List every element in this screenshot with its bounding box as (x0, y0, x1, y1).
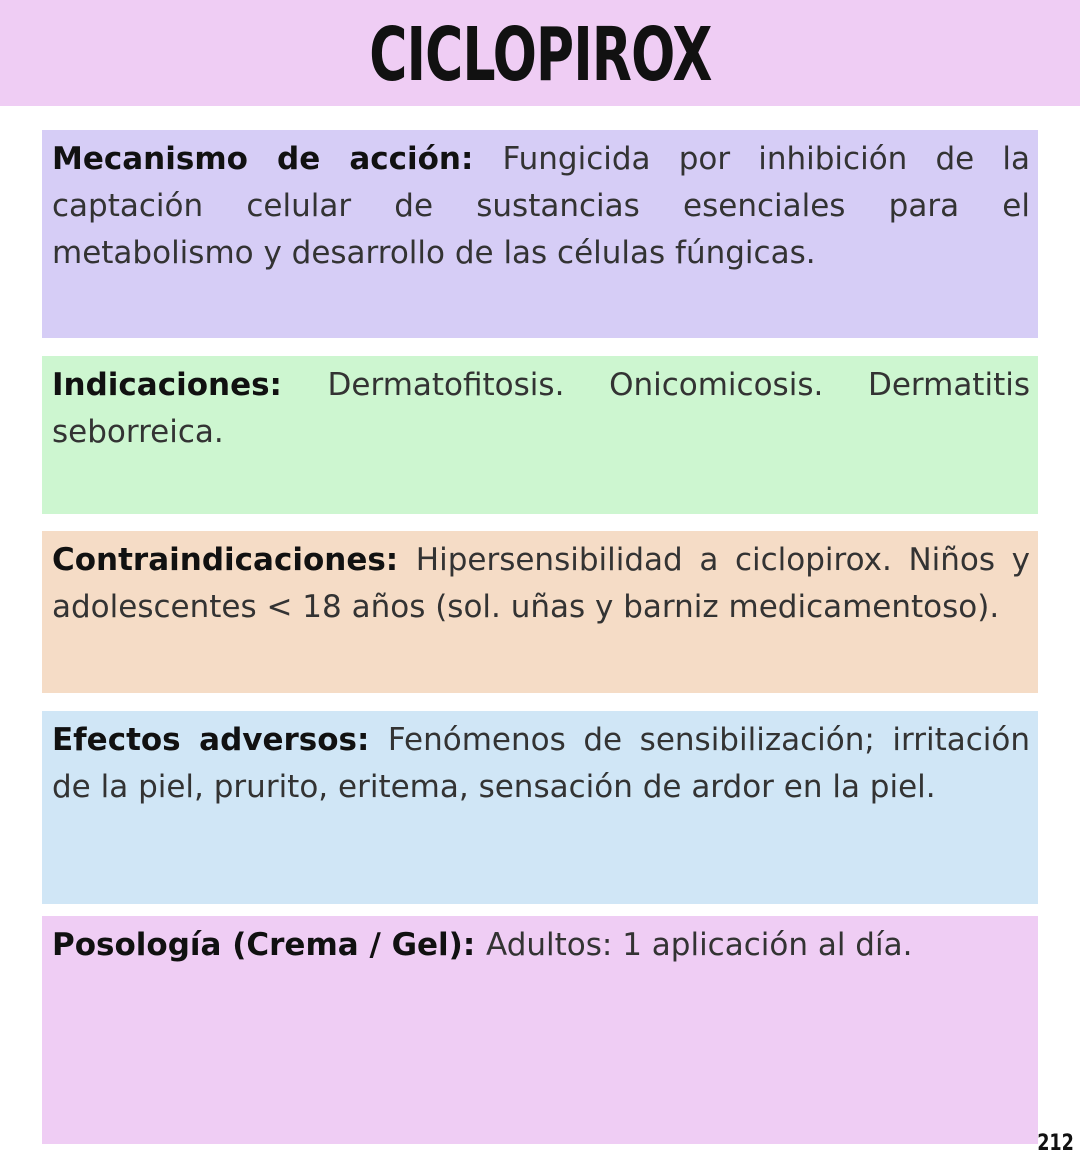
section-label: Indicaciones: (52, 367, 328, 403)
section-label: Contraindicaciones: (52, 542, 416, 578)
section-efectos-adversos (42, 711, 1038, 904)
section-mecanismo (42, 130, 1038, 338)
section-text: Dermatofitosis. Onicomicosis. Dermatitis seborreica. (52, 367, 1030, 450)
section-indicaciones (42, 356, 1038, 514)
section-text: Fenómenos de sensibilización; irritación de la piel, prurito, eritema, sensación de ardor en la piel. (52, 722, 1030, 805)
header-banner (0, 0, 1080, 106)
section-text: Fungicida por inhibición de la captación celular de sustancias esenciales para el metabolismo y desarrollo de las células fúngicas. (52, 141, 1030, 271)
section-label: Mecanismo de acción: (52, 141, 503, 177)
section-text: Hipersensibilidad a ciclopirox. Niños y adolescentes < 18 años (sol. uñas y barniz medicamentoso). (52, 542, 1031, 625)
page-number: 212 (1037, 1131, 1074, 1156)
section-posologia (42, 916, 1038, 1144)
section-contraindicaciones (42, 531, 1038, 693)
section-text: Adultos: 1 aplicación al día. (486, 927, 913, 963)
section-label: Posología (Crema / Gel): (52, 927, 487, 963)
page-title: CICLOPIROX (368, 12, 712, 98)
section-label: Efectos adversos: (52, 722, 388, 758)
